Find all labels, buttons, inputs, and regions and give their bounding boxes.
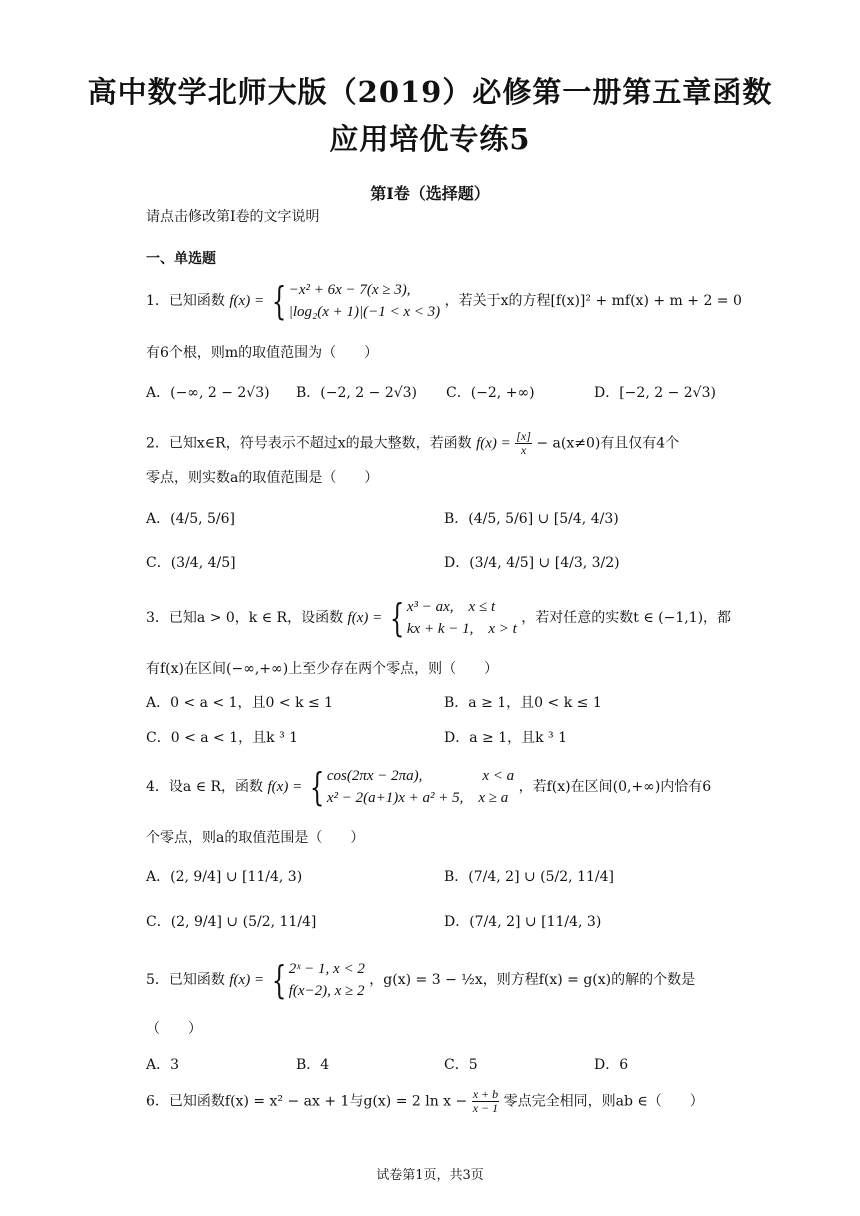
q5-piecewise: { 2ˣ − 1, x < 2 f(x−2), x ≥ 2 xyxy=(271,958,365,1002)
q3-option-a[interactable]: A．0 < a < 1，且0 < k ≤ 1 xyxy=(146,695,334,711)
q3-stem: 3．已知a > 0，k ∈ R，设函数 f(x) = { x³ − ax, x ≤ t kx + k − 1, x > t ，若对任意的实数t ∈ (−1,1)，都 xyxy=(146,596,732,640)
q5-option-b[interactable]: B．4 xyxy=(296,1057,330,1073)
page-title-line1: 高中数学北师大版（2019）必修第一册第五章函数 xyxy=(87,75,773,109)
q1-option-c[interactable]: C．(−2, +∞) xyxy=(446,385,535,401)
q4-stem-line2: 个零点，则a的取值范围是（ ） xyxy=(146,830,365,846)
q3-option-b[interactable]: B．a ≥ 1，且0 < k ≤ 1 xyxy=(444,695,602,711)
q4-option-c[interactable]: C．(2, 9/4] ∪ (5/2, 11/4] xyxy=(146,914,317,930)
q4-option-a[interactable]: A．(2, 9/4] ∪ [11/4, 3) xyxy=(146,869,303,885)
q4-piecewise: { cos(2πx − 2πa), x < a x² − 2(a+1)x + a² + 5, x ≥ a xyxy=(309,765,515,809)
q1-stem-line2: 有6个根，则m的取值范围为（ ） xyxy=(146,345,379,361)
q1-option-a[interactable]: A．(−∞, 2 − 2√3) xyxy=(146,385,270,401)
section-title: 一、单选题 xyxy=(146,251,216,267)
q6-stem: 6．已知函数f(x) = x² − ax + 1与g(x) = 2 ln x − $\frac{x + b}{x - 1}$ 零点完全相同，则ab ∈（ ） xyxy=(146,1087,704,1115)
q5-option-a[interactable]: A．3 xyxy=(146,1057,180,1073)
q1-stem: 1．已知函数 f(x) = { −x² + 6x − 7(x ≥ 3), |log₂(x + 1)|(−1 < x < 3) ，若关于x的方程[f(x)]² + mf(x) + m + 2 = 0 xyxy=(146,279,742,323)
q4-option-b[interactable]: B．(7/4, 2] ∪ (5/2, 11/4] xyxy=(444,869,614,885)
page-footer: 试卷第1页，共3页 xyxy=(376,1168,484,1183)
q2-fraction: $\frac{[x]}{x}$ xyxy=(516,429,531,457)
q1-option-b[interactable]: B．(−2, 2 − 2√3) xyxy=(296,385,418,401)
q6-fraction: $\frac{x + b}{x - 1}$ xyxy=(472,1087,499,1115)
q5-stem: 5．已知函数 f(x) = { 2ˣ − 1, x < 2 f(x−2), x ≥ 2 ，g(x) = 3 − ½x，则方程f(x) = g(x)的解的个数是 xyxy=(146,958,696,1002)
q3-piecewise: { x³ − ax, x ≤ t kx + k − 1, x > t xyxy=(389,596,517,640)
q1-piecewise: { −x² + 6x − 7(x ≥ 3), |log₂(x + 1)|(−1 < x < 3) xyxy=(271,279,441,323)
q3-option-d[interactable]: D．a ≥ 1，且k ³ 1 xyxy=(444,730,568,746)
q2-option-d[interactable]: D．(3/4, 4/5] ∪ [4/3, 3/2) xyxy=(444,555,620,571)
q2-stem: 2．已知x∈R，符号表示不超过x的最大整数，若函数 f(x) = $\frac{[x]}{x}$ − a(x≠0)有且仅有4个 xyxy=(146,429,680,457)
q5-option-c[interactable]: C．5 xyxy=(444,1057,478,1073)
q3-stem-line2: 有f(x)在区间(−∞,+∞)上至少存在两个零点，则（ ） xyxy=(146,661,499,677)
q4-stem: 4．设a ∈ R，函数 f(x) = { cos(2πx − 2πa), x < a x² − 2(a+1)x + a² + 5, x ≥ a ，若f(x)在区间(0,+∞)内恰有6 xyxy=(146,765,712,809)
q1-option-d[interactable]: D．[−2, 2 − 2√3) xyxy=(594,385,716,401)
q2-option-b[interactable]: B．(4/5, 5/6] ∪ [5/4, 4/3) xyxy=(444,511,619,527)
q2-option-c[interactable]: C．(3/4, 4/5] xyxy=(146,555,236,571)
page-title-line2: 应用培优专练5 xyxy=(329,122,531,156)
q5-option-d[interactable]: D．6 xyxy=(594,1057,629,1073)
volume-title: 第I卷（选择题） xyxy=(370,184,490,203)
q3-option-c[interactable]: C．0 < a < 1，且k ³ 1 xyxy=(146,730,299,746)
q2-option-a[interactable]: A．(4/5, 5/6] xyxy=(146,511,235,527)
q4-option-d[interactable]: D．(7/4, 2] ∪ [11/4, 3) xyxy=(444,914,602,930)
q2-stem-line2: 零点，则实数a的取值范围是（ ） xyxy=(146,470,379,486)
q5-stem-line2: （ ） xyxy=(146,1021,202,1037)
volume-note[interactable]: 请点击修改第I卷的文字说明 xyxy=(146,209,320,225)
